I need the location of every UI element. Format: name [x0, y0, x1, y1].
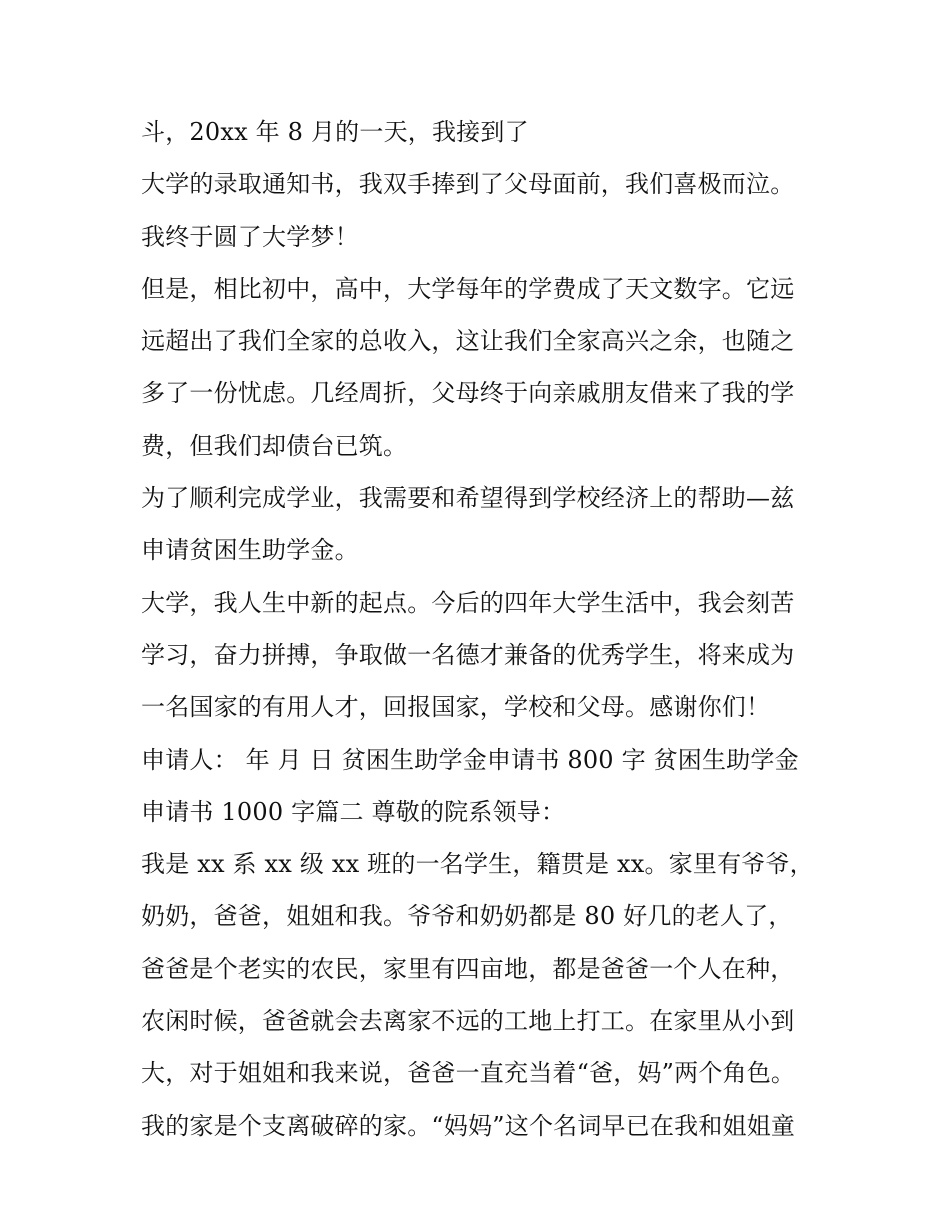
text-line: 我终于圆了大学梦！: [141, 222, 359, 251]
text-line: 我是 xx 系 xx 级 xx 班的一名学生，籍贯是 xx。家里有爷爷，: [141, 850, 814, 879]
text-line: 农闲时候，爸爸就会去离家不远的工地上打工。在家里从小到: [141, 1007, 795, 1036]
text-line: 奶奶，爸爸，姐姐和我。爷爷和奶奶都是 80 好几的老人了，: [141, 902, 793, 931]
text-line: 多了一份忧虑。几经周折，父母终于向亲戚朋友借来了我的学: [141, 379, 795, 408]
text-line: 爸爸是个老实的农民，家里有四亩地，都是爸爸一个人在种，: [141, 954, 795, 983]
text-line: 斗，20xx 年 8 月的一天，我接到了: [141, 118, 529, 146]
text-line: 为了顺利完成学业，我需要和希望得到学校经济上的帮助—兹: [141, 484, 795, 513]
text-line: 申请书 1000 字篇二 尊敬的院系领导：: [141, 797, 566, 826]
text-line: 一名国家的有用人才，回报国家，学校和父母。感谢你们！: [141, 693, 771, 722]
document-body: [141, 106, 831, 1152]
text-line: 大，对于姐姐和我来说，爸爸一直充当着“爸，妈”两个角色。: [141, 1059, 796, 1088]
text-line: 申请人： 年 月 日 贫困生助学金申请书 800 字 贫困生助学金: [141, 745, 799, 774]
text-line: 但是，相比初中，高中，大学每年的学费成了天文数字。它远: [141, 274, 795, 303]
text-line: 学习，奋力拼搏，争取做一名德才兼备的优秀学生，将来成为: [141, 640, 795, 669]
text-line: 远超出了我们全家的总收入，这让我们全家高兴之余，也随之: [141, 327, 795, 356]
text-line: 大学的录取通知书，我双手捧到了父母面前，我们喜极而泣。: [141, 170, 795, 199]
text-line: 我的家是个支离破碎的家。“妈妈”这个名词早已在我和姐姐童: [141, 1111, 796, 1140]
text-line: 费，但我们却债台已筑。: [141, 431, 408, 460]
text-line: 申请贫困生助学金。: [141, 536, 359, 565]
text-line: 大学，我人生中新的起点。今后的四年大学生活中，我会刻苦: [141, 588, 795, 617]
